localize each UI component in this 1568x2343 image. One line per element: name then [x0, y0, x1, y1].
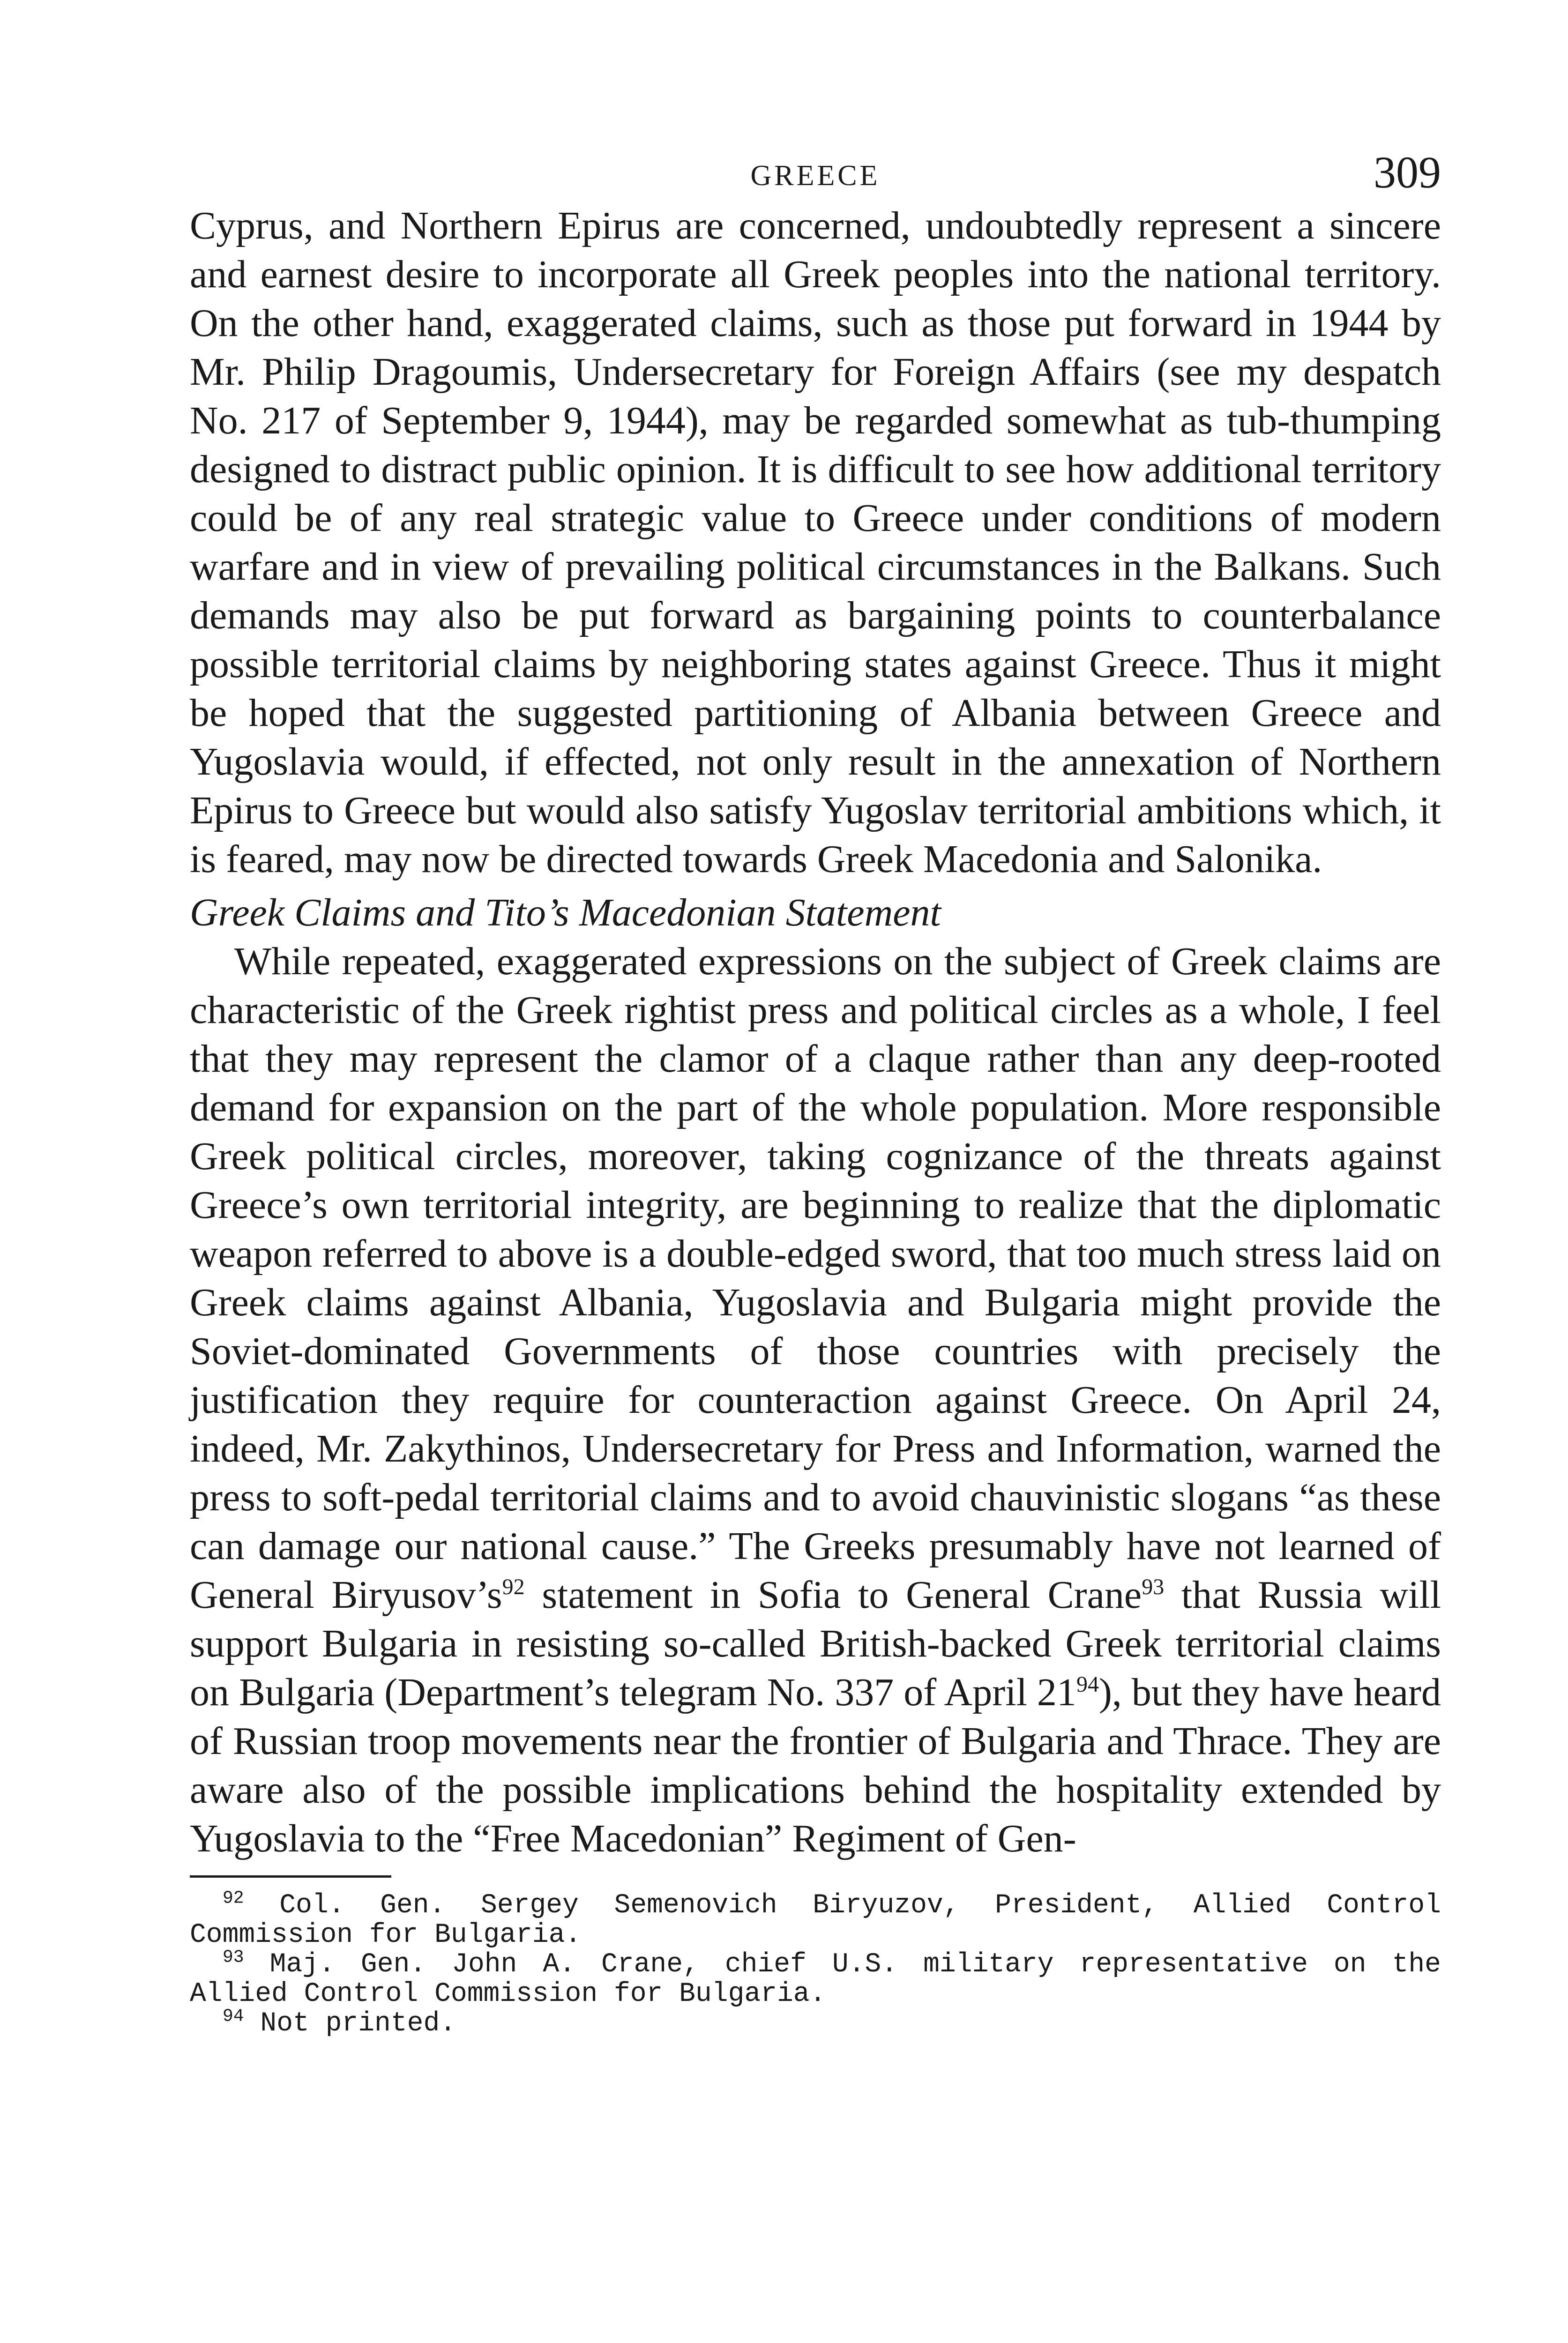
paragraph-greek-claims [190, 937, 1441, 1863]
footnote-ref-94: 94 [1076, 1672, 1099, 1697]
document-page [190, 141, 1441, 2038]
footnote-92 [190, 1888, 1441, 1950]
paragraph-continuation: Cyprus, and Northern Epirus are concerned, undoubtedly represent a sincere and earnest desire to incorporate all Greek peoples into the national territory. On the other hand, exaggerated claims, such as those put forward in 1944 by Mr. Philip Dragoumis, Undersecretary for Foreign Affairs (see my despatch No. 217 of September 9, 1944), may be regarded somewhat as tub-thumping designed to distract public opinion. It is difficult to see how additional territory could be of any real strategic value to Greece under conditions of modern warfare and in view of prevailing political circumstances in the Balkans. Such demands may also be put forward as bargaining points to counterbalance possible territorial claims by neighboring states against Greece. Thus it might be hoped that the suggested partitioning of Albania between Greece and Yugoslavia would, if effected, not only result in the annexation of Northern Epirus to Greece but would also satisfy Yugoslav territorial ambitions which, it is feared, may now be directed towards Greek Macedonia and Salonika. [190, 204, 1441, 881]
paragraph-text-part1: While repeated, exaggerated expressions on the subject of Greek claims are characteristic of the Greek rightist press and political circles as a whole, I feel that they may represent the clamor of a claque rather than any deep-rooted demand for expansion on the part of the whole population. More responsible Greek political circles, moreover, taking cognizance of the threats against Greece’s own territorial integrity, are beginning to realize that the diplomatic weapon referred to above is a double-edged sword, that too much stress laid on Greek claims against Albania, Yugoslavia and Bulgaria might provide the Soviet-dominated Governments of those countries with precisely the justification they require for counteraction against Greece. On April 24, indeed, Mr. Zakythinos, Undersecretary for Press and Information, warned the press to soft-pedal territorial claims and to avoid chauvinistic slogans “as these can damage our national cause.” The Greeks presumably have not learned of General Biryusov’s [190, 940, 1441, 1617]
footnote-94 [190, 2006, 1441, 2039]
paragraph-text-part4: ), but they have heard of Russian troop movements near the frontier of Bulgaria and Thrace. They are aware also of the possible implications behind the hospitality extended by Yugoslavia to the “Free Macedonian” Regiment of Gen- [190, 1671, 1441, 1860]
paragraph-text-part3: that Russia will support Bulgaria in resisting so-called British-backed Greek territorial claims on Bulgaria (Department’s telegram No. 337 of April 21 [190, 1573, 1441, 1714]
footnote-text: Col. Gen. Sergey Semenovich Biryuzov, President, Allied Control Commission for Bulgaria. [190, 1890, 1441, 1950]
footnote-ref-93: 93 [1142, 1574, 1165, 1599]
footnote-number: 94 [223, 2006, 244, 2027]
page-number: 309 [1374, 147, 1441, 197]
footnotes [190, 1888, 1441, 2039]
footnote-number: 93 [223, 1947, 244, 1968]
footnote-text: Not printed. [260, 2008, 456, 2039]
footnote-divider [190, 1875, 391, 1878]
footnote-93 [190, 1947, 1441, 2009]
footnote-text: Maj. Gen. John A. Crane, chief U.S. military representative on the Allied Control Commission for Bulgaria. [190, 1949, 1441, 2009]
section-subheading: Greek Claims and Tito’s Macedonian Statement [190, 891, 941, 934]
running-head: GREECE [750, 160, 881, 192]
page-header [190, 141, 1441, 201]
footnote-ref-92: 92 [502, 1574, 525, 1599]
paragraph-text-part2: statement in Sofia to General Crane [524, 1573, 1142, 1617]
footnote-number: 92 [223, 1888, 244, 1909]
